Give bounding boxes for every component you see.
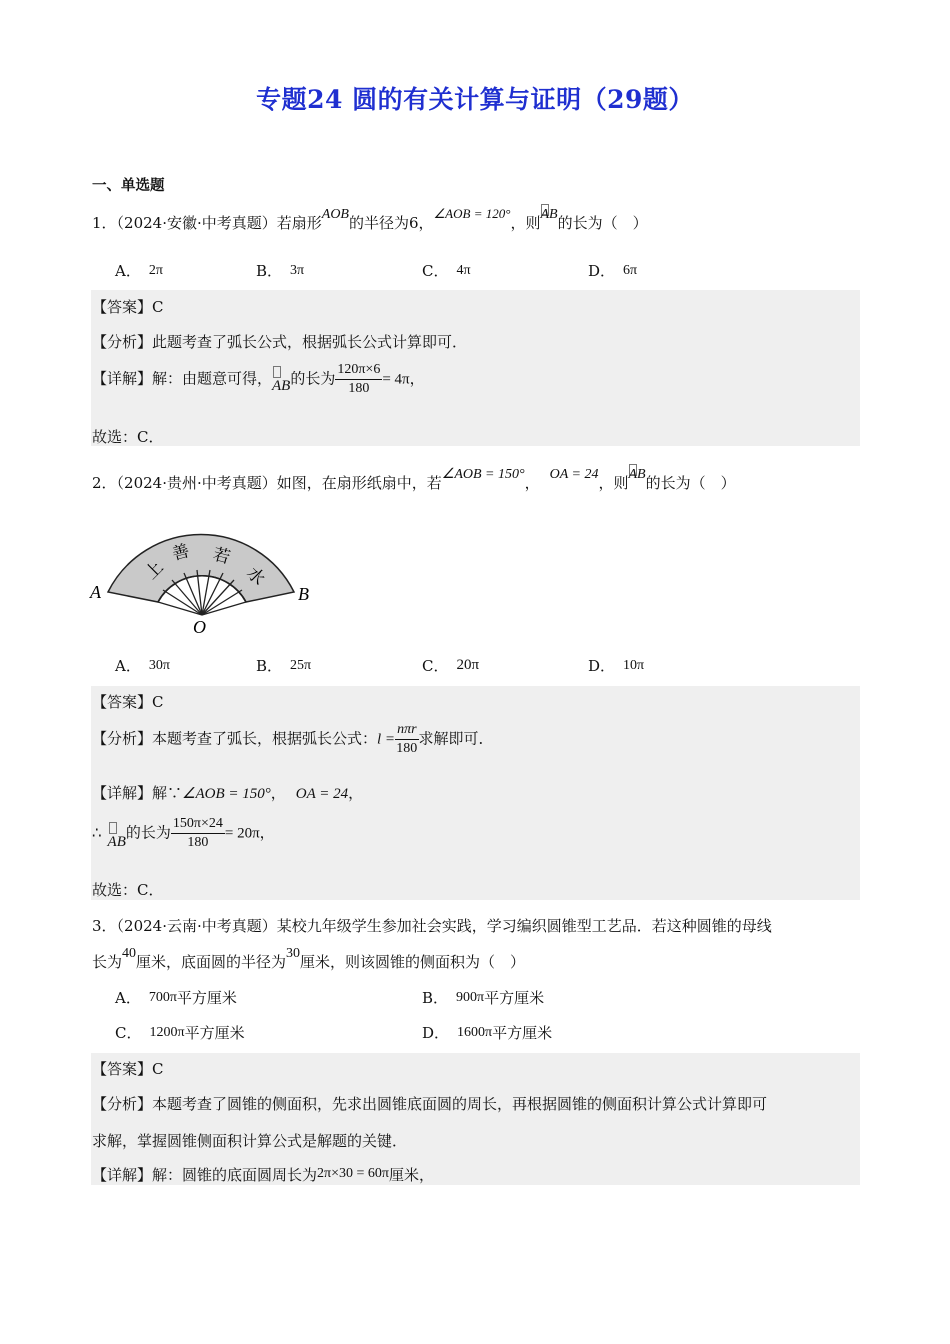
q1-option-c[interactable]: C． 4π: [422, 262, 471, 280]
fan-char-2: 善: [170, 541, 192, 565]
q1-option-a[interactable]: A． 2π: [115, 262, 163, 280]
q2-conclusion: 故选：C．: [92, 881, 164, 899]
section-heading: 一、单选题: [92, 177, 165, 194]
q2-option-a[interactable]: A． 30π: [115, 657, 170, 675]
q1-fraction: $\frac{120\pi\times 6}{180}$: [337, 362, 381, 396]
question-1-stem: 1．（2024·安徽·中考真题）若扇形AOB的半径为6，∠AOB = 120°，则 AB的长为（ ）: [92, 206, 648, 232]
question-3-stem-line-2: 长为40厘米，底面圆的半径为30厘米，则该圆锥的侧面积为（ ）: [92, 946, 526, 971]
q3-detail: 【详解】解：圆锥的底面圆周长为2π×30 = 60π厘米，: [92, 1166, 434, 1184]
fan-char-1: 上: [141, 557, 168, 584]
point-b-label: B: [298, 584, 309, 604]
q2-detail: 【详解】解∵∠AOB = 150°， OA = 24，: [92, 784, 364, 802]
angle-expression: ∠AOB = 150°: [441, 467, 525, 482]
question-2-stem: 2．（2024·贵州·中考真题）如图，在扇形纸扇中，若∠AOB = 150°， OA = 24，则 AB的长为（ ）: [92, 472, 736, 493]
oa-expression: OA = 24: [549, 467, 599, 482]
q3-option-d[interactable]: D． 1600π平方厘米: [422, 1024, 553, 1042]
arc-length-formula: $\frac{\text{nπr}}{180}$: [396, 722, 418, 756]
folding-fan-figure: [86, 512, 326, 640]
q1-detail: 【详解】解：由题意可得， AB的长为 $\frac{120\pi\times 6}{180}$ = 4π，: [92, 362, 425, 396]
q3-option-c[interactable]: C． 1200π平方厘米: [115, 1024, 245, 1042]
q3-analysis-line-1: 【分析】本题考查了圆锥的侧面积，先求出圆锥底面圆的周长，再根据圆锥的侧面积计算公式计算即可: [92, 1095, 768, 1113]
arc-ab: AB: [272, 378, 290, 395]
question-3-stem-line-1: 3．（2024·云南·中考真题）某校九年级学生参加社会实践，学习编织圆锥型工艺品．若这种圆锥的母线: [92, 917, 772, 935]
q2-option-c[interactable]: C． 20π: [422, 657, 480, 675]
q1-conclusion: 故选：C．: [92, 428, 164, 446]
q1-analysis: 【分析】此题考查了弧长公式，根据弧长公式计算即可．: [92, 333, 468, 351]
q1-answer: 【答案】C: [92, 298, 164, 316]
arc-ab: AB: [108, 834, 126, 851]
fan-char-3: 若: [210, 544, 233, 569]
fan-char-4: 水: [242, 563, 269, 590]
sector-name: AOB: [321, 207, 349, 222]
q2-option-b[interactable]: B． 25π: [256, 657, 312, 675]
q2-answer: 【答案】C: [92, 693, 164, 711]
q3-answer: 【答案】C: [92, 1060, 164, 1078]
q2-therefore: ∴ AB的长为 $\frac{150\pi\times 24}{180}$ = 20π，: [92, 816, 275, 850]
q3-analysis-line-2: 求解，掌握圆锥侧面积计算公式是解题的关键．: [92, 1132, 408, 1150]
point-o-label: O: [193, 617, 206, 637]
q3-option-b[interactable]: B． 900π平方厘米: [422, 989, 545, 1007]
arc-ab: AB: [540, 216, 557, 233]
q2-option-d[interactable]: D． 10π: [588, 657, 645, 675]
q2-fraction: $\frac{150\pi\times 24}{180}$: [172, 816, 223, 850]
arc-symbol-icon: [109, 822, 117, 834]
arc-ab: AB: [628, 476, 645, 493]
q2-analysis: 【分析】本题考查了弧长，根据弧长公式：l = $\frac{\text{nπr}}{180}$ 求解即可．: [92, 722, 494, 756]
angle-expression: ∠AOB = 120°: [433, 206, 511, 221]
arc-symbol-icon: [273, 366, 281, 378]
q1-option-d[interactable]: D． 6π: [588, 262, 638, 280]
point-a-label: A: [90, 582, 101, 602]
fan-paper-shape: [108, 535, 294, 602]
page-title: 专题24 圆的有关计算与证明（29题）: [256, 85, 694, 114]
q1-option-b[interactable]: B． 3π: [256, 262, 305, 280]
q3-option-a[interactable]: A． 700π平方厘米: [115, 989, 237, 1007]
